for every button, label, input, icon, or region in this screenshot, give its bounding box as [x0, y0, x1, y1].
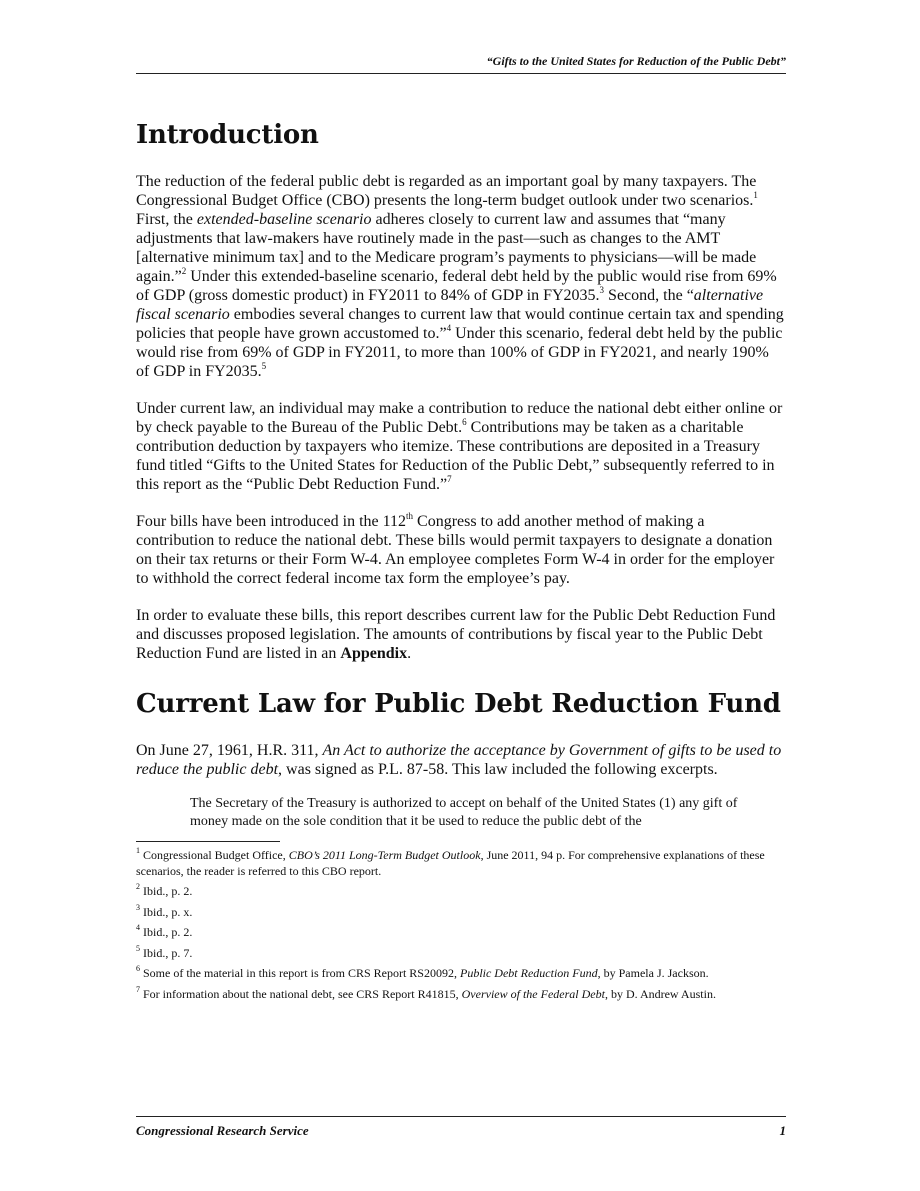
footnote-ref-2[interactable]: 2 — [181, 265, 187, 276]
text-run: Ibid., p. 2. — [140, 925, 193, 939]
page-number: 1 — [779, 1123, 786, 1138]
text-run: Under current law, an individual may make a contribution to reduce the national debt either online or by check payable to the Bureau of the Public Debt. — [136, 400, 783, 436]
footnote-3 — [136, 902, 786, 921]
text-run: . — [407, 645, 412, 662]
footnote-1 — [136, 848, 786, 879]
footnote-4 — [136, 925, 786, 941]
text-run-italic: extended-baseline scenario — [196, 211, 372, 228]
text-run: embodies several changes to current law that would continue certain tax and spending policies that people have grown accustomed to.” — [136, 306, 784, 342]
text-run: Four bills have been introduced in the 112 — [136, 513, 407, 530]
text-run: adheres closely to current law and assumes that “many adjustments that law-makers have routinely made in the past—such as changes to the AMT [alternative minimum tax] and to the Medicare program’s payments to physicians—will be made again.” — [136, 211, 757, 285]
footnote-ref-7[interactable]: 7 — [447, 473, 452, 484]
page-body — [136, 120, 786, 1007]
footnote-divider — [136, 841, 280, 842]
text-run-italic: An Act to authorize the acceptance by Government of gifts to be used to reduce the public debt — [136, 742, 782, 778]
text-run-italic: Public Debt Reduction Fund — [459, 966, 598, 980]
text-run-italic: CBO’s 2011 Long-Term Budget Outlook — [288, 848, 481, 862]
text-run: For information about the national debt, see CRS Report R41815, — [140, 986, 462, 1001]
footnote-number: 6 — [136, 964, 140, 973]
text-run: , by Pamela J. Jackson. — [597, 966, 709, 980]
intro-paragraph-4 — [136, 606, 786, 663]
footnote-7 — [136, 984, 786, 1003]
page-footer — [136, 1116, 786, 1139]
text-run: On June 27, 1961, H.R. 311, — [136, 742, 323, 759]
intro-paragraph-1 — [136, 172, 786, 381]
footnote-number: 5 — [136, 943, 140, 953]
footnote-number: 4 — [136, 923, 140, 932]
footnote-number: 1 — [136, 846, 140, 855]
text-run: Under this scenario, federal debt held by the public would rise from 69% of GDP in FY2011, to more than 100% of GDP in FY2021, and nearly 190% of GDP in FY2035. — [136, 325, 783, 380]
footer-org: Congressional Research Service — [136, 1123, 309, 1138]
footnote-ref-1[interactable]: 1 — [753, 189, 758, 200]
text-run-italic: Overview of the Federal Debt — [461, 986, 605, 1001]
footnote-number: 2 — [136, 882, 140, 891]
text-run: Second, the “ — [604, 287, 694, 304]
current-law-heading: Current Law for Public Debt Reduction Fund — [136, 689, 781, 719]
running-header: “Gifts to the United States for Reduction of the Public Debt” — [136, 54, 786, 74]
text-run: , by D. Andrew Austin. — [604, 986, 716, 1001]
intro-paragraph-2 — [136, 399, 786, 494]
text-run: Ibid., p. 2. — [140, 884, 193, 898]
ordinal-suffix: th — [406, 510, 414, 521]
footnote-6 — [136, 966, 786, 982]
text-run: The reduction of the federal public debt is regarded as an important goal by many taxpayers. The Congressional Budget Office (CBO) presents the long-term budget outlook under two scenarios. — [136, 173, 757, 209]
footnote-ref-4[interactable]: 4 — [446, 322, 452, 333]
footnotes — [136, 848, 786, 1002]
text-run: Congressional Budget Office, — [140, 848, 289, 862]
text-run: Congress to add another method of making a contribution to reduce the national debt. These bills would permit taxpayers to designate a donation on their tax returns or their Form W-4. An employee completes Form W-4 in order for the employer to withhold the correct federal income tax form the employee’s pay. — [136, 513, 775, 587]
footnote-5 — [136, 943, 786, 962]
text-run: , June 2011, 94 p. For comprehensive explanations of these scenarios, the reader is referred to this CBO report. — [136, 848, 765, 878]
text-run: , was signed as P.L. 87-58. This law included the following excerpts. — [278, 761, 718, 778]
footnote-number: 3 — [136, 902, 140, 912]
text-run: Ibid., p. x. — [140, 904, 193, 919]
text-run: Under this extended-baseline scenario, federal debt held by the public would rise from 69% of GDP (gross domestic product) in FY2011 to 84% of GDP in FY2035. — [136, 268, 777, 304]
text-run: Ibid., p. 7. — [140, 945, 193, 960]
block-quote: The Secretary of the Treasury is authorized to accept on behalf of the United States (1) any gift of money made on the sole condition that it be used to reduce the public debt of the — [190, 796, 738, 829]
text-run: Some of the material in this report is from CRS Report RS20092, — [140, 966, 460, 980]
footnote-number: 7 — [136, 984, 140, 994]
text-run: In order to evaluate these bills, this report describes current law for the Public Debt Reduction Fund and discusses proposed legislation. The amounts of contributions by fiscal year to the Public Debt Reduction Fund are listed in an — [136, 607, 776, 662]
footnote-2 — [136, 884, 786, 900]
footnote-ref-6[interactable]: 6 — [462, 416, 467, 427]
text-run: Contributions may be taken as a charitable contribution deduction by taxpayers who itemize. These contributions are deposited in a Treasury fund titled “Gifts to the United States for Reduction of the Public Debt,” subsequently referred to in this report as the “Public Debt Reduction Fund.” — [136, 419, 775, 493]
text-run-italic: alternative fiscal scenario — [136, 287, 764, 323]
appendix-link[interactable]: Appendix — [340, 645, 408, 662]
introduction-heading: Introduction — [136, 120, 319, 150]
footnote-ref-5[interactable]: 5 — [261, 360, 267, 371]
footnote-ref-3[interactable]: 3 — [599, 284, 605, 295]
text-run: First, the — [136, 211, 197, 228]
current-law-paragraph-1 — [136, 741, 786, 779]
intro-paragraph-3 — [136, 512, 786, 588]
